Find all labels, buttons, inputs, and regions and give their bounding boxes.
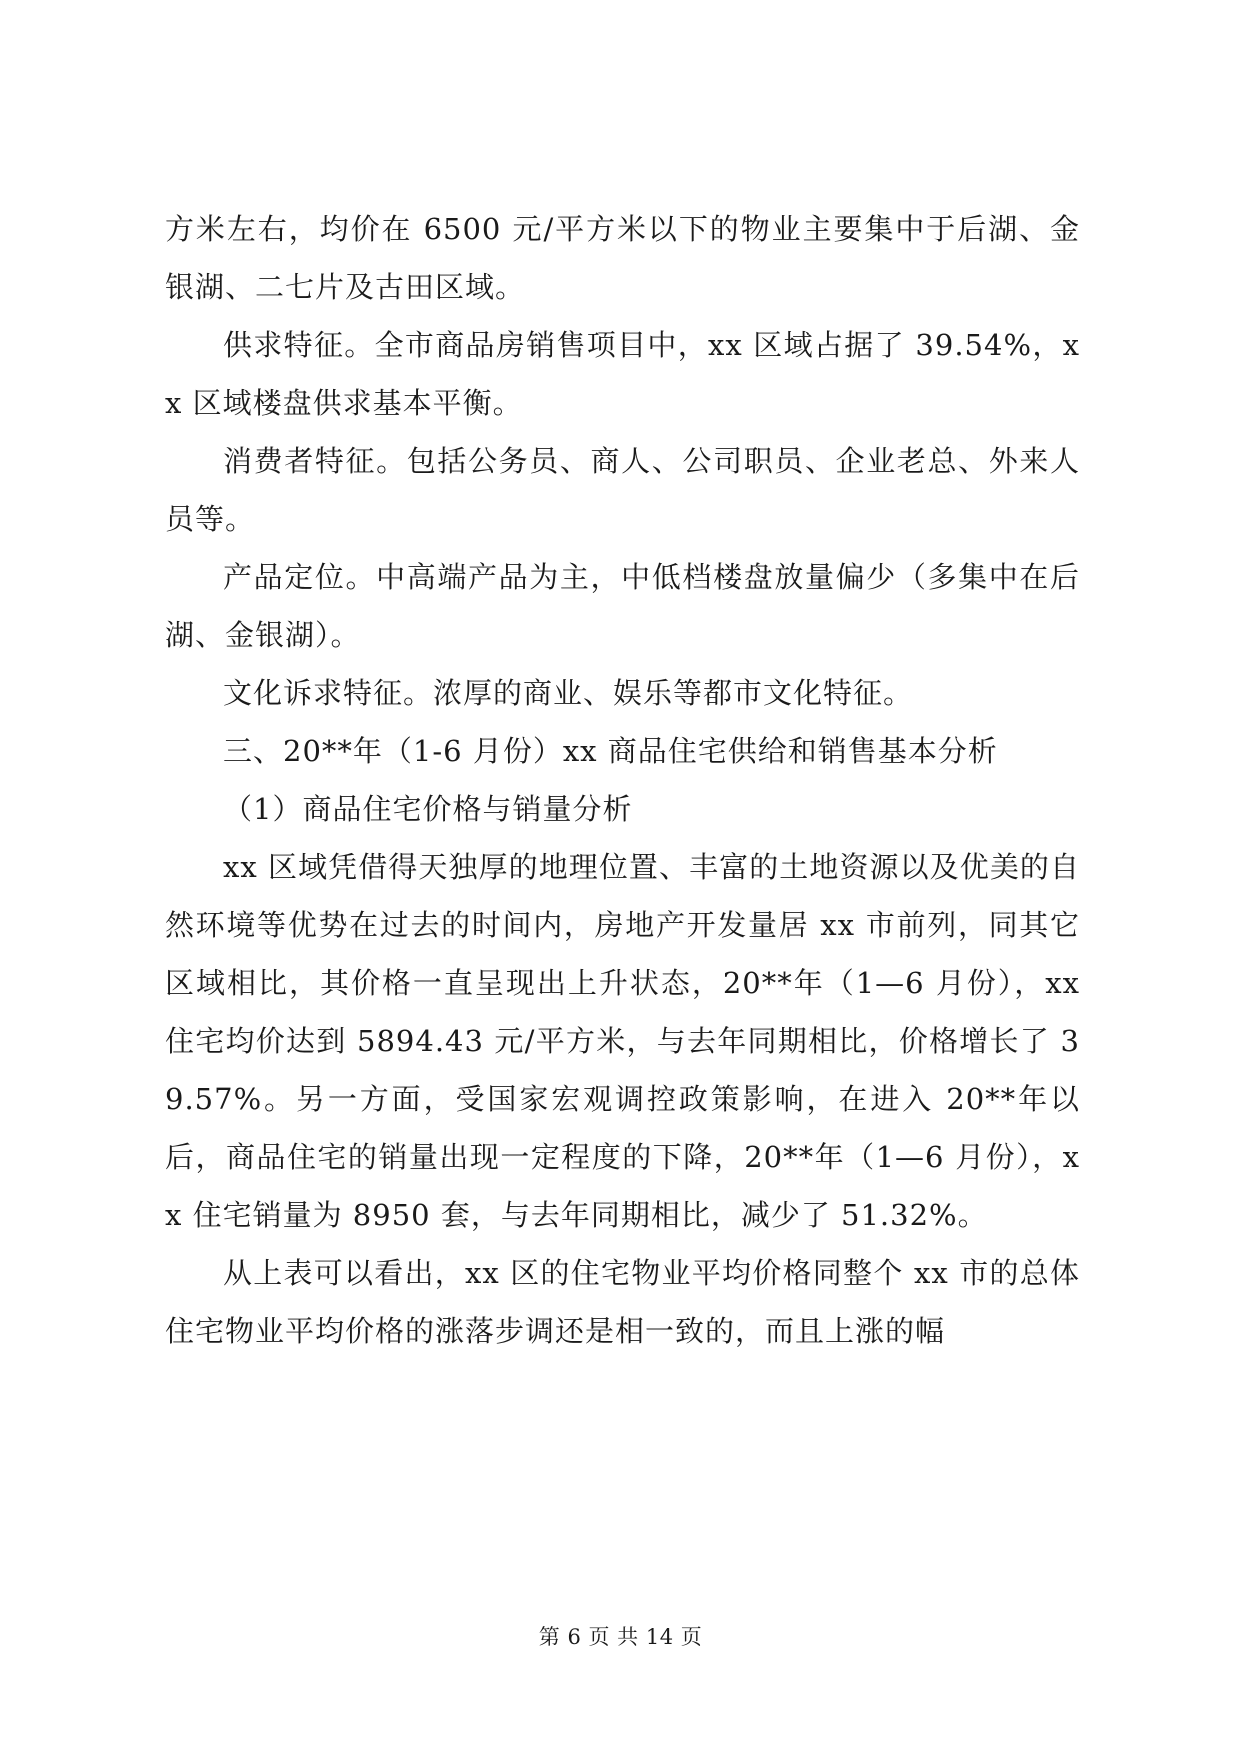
subsection-heading: （1）商品住宅价格与销量分析 xyxy=(223,792,633,826)
section-heading: 三、20**年（1-6 月份）xx 商品住宅供给和销售基本分析 xyxy=(223,734,998,768)
paragraph-price-sales-analysis: xx 区域凭借得天独厚的地理位置、丰富的土地资源以及优美的自然环境等优势在过去的时间内，房地产开发量居 xx 市前列，同其它区域相比，其价格一直呈现出上升状态，20**年（1—6 月份），xx 住宅均价达到 5894.43 元/平方米，与去年同期相比，价格增长了 39.57%。另一方面，受国家宏观调控政策影响，在进入 20**年以后，商品住宅的销量出现一定程度的下降，20**年（1—6 月份），xx 住宅销量为 8950 套，与去年同期相比，减少了 51.32%。 xyxy=(165,850,1080,1232)
page-footer: 第 6 页 共 14 页 xyxy=(538,1625,703,1649)
paragraph-supply-demand: 供求特征。全市商品房销售项目中，xx 区域占据了 39.54%，xx 区域楼盘供求基本平衡。 xyxy=(165,328,1080,420)
paragraph-continuation: 方米左右，均价在 6500 元/平方米以下的物业主要集中于后湖、金银湖、二七片及古田区域。 xyxy=(165,212,1080,304)
paragraph-table-summary: 从上表可以看出，xx 区的住宅物业平均价格同整个 xx 市的总体住宅物业平均价格的涨落步调还是相一致的，而且上涨的幅 xyxy=(165,1256,1080,1348)
paragraph-culture: 文化诉求特征。浓厚的商业、娱乐等都市文化特征。 xyxy=(223,676,914,710)
paragraph-consumers: 消费者特征。包括公务员、商人、公司职员、企业老总、外来人员等。 xyxy=(165,444,1080,536)
document-body xyxy=(165,200,1080,1360)
paragraph-product-positioning: 产品定位。中高端产品为主，中低档楼盘放量偏少（多集中在后湖、金银湖）。 xyxy=(165,560,1080,652)
